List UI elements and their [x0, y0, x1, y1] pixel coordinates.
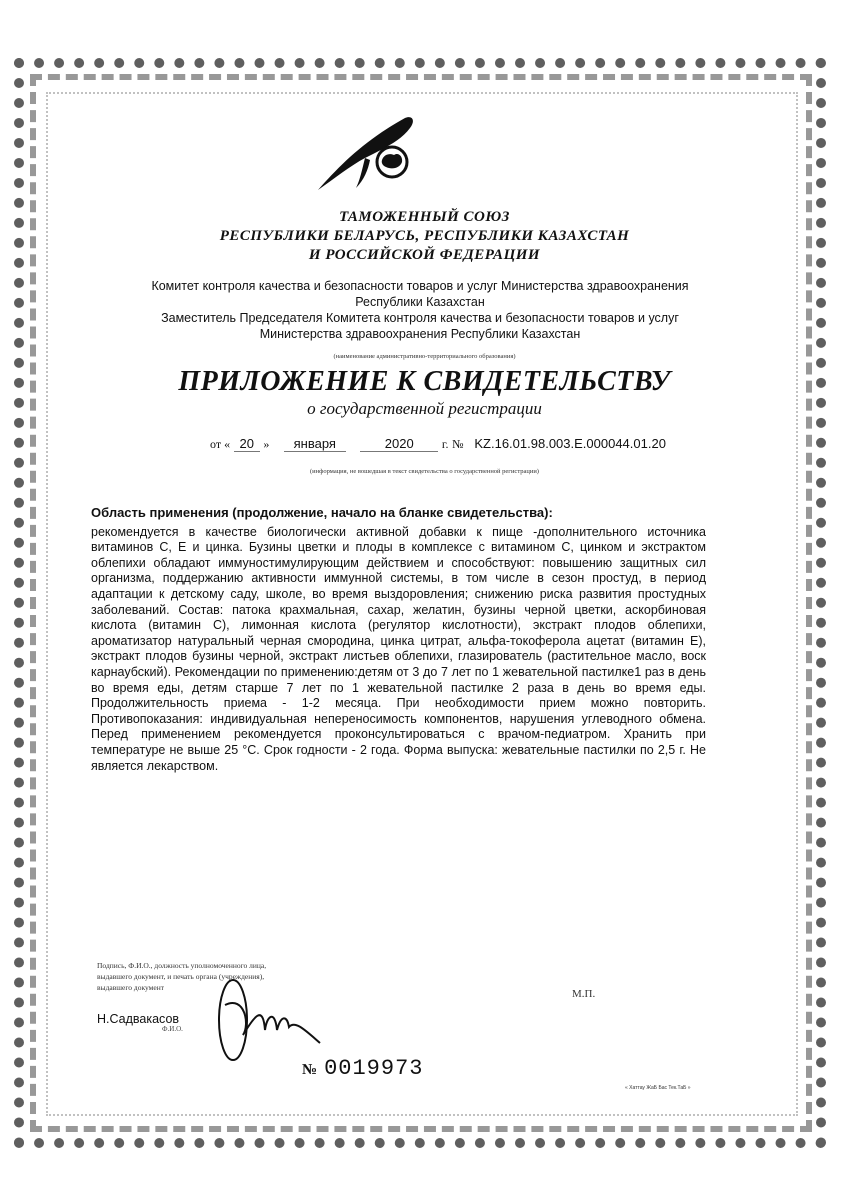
admin-caption: (наименование административно-территориального образования): [333, 353, 516, 360]
registration-month: января: [284, 436, 346, 452]
fio-label: Ф.И.О.: [162, 1025, 183, 1033]
signature-caption-line-3: выдавшего документ: [97, 983, 165, 992]
section-text: рекомендуется в качестве биологически активной добавки к пище -дополнительного источника витаминов С, Е и цинка. Бузины цветки и плоды в комплексе с витамином С, цинком и экстрактом облепихи обладают иммуностимулирующим действием и способствуют: повышению защитных сил организма, поддержанию активности иммунной системы, в том числе в сезон простуд, в период адаптации к детскому саду, школе, во время выздоровления; снижению риска развития простудных заболеваний. Состав: патока крахмальная, сахар, желатин, бузины черной цветки, аскорбиновая кислота (витамин С), лимонная кислота (регулятор кислотности), экстракт плодов облепихи, ароматизатор натуральный черная смородина, цинка цитрат, альфа-токоферола ацетат (витамин Е), экстракт плодов бузины черной, экстракт листьев облепихи, глазирователь (растительное масло, воск карнаубский). Рекомендации по применению:детям от 3 до 7 лет по 1 жевательной пастилке1 раз в день во время еды, детям старше 7 лет по 1 жевательной пастилке 2 раза в день во время еды. Продолжительность приема - 1-2 месяца. При необходимости прием можно повторить. Противопоказания: индивидуальная непереносимость компонентов, нарушения углеводного обмена. Перед применением рекомендуется проконсультироваться с врачом-педиатром. Хранить при температуре не выше 25 °С. Срок годности - 2 года. Форма выпуска: жевательные пастилки по 2,5 г. Не является лекарством.: [91, 524, 706, 773]
registration-day: 20: [234, 436, 260, 452]
document-subtitle: о государственной регистрации: [307, 399, 542, 418]
document-title: ПРИЛОЖЕНИЕ К СВИДЕТЕЛЬСТВУ: [178, 366, 671, 397]
serial-value: 0019973: [324, 1056, 424, 1081]
committee-line-1: Комитет контроля качества и безопасности товаров и услуг Министерства здравоохранения: [151, 279, 689, 293]
registration-dateline: [210, 436, 666, 452]
customs-union-emblem-icon: [310, 110, 420, 195]
signature-caption-line-1: Подпись, Ф.И.О., должность уполномоченного лица,: [97, 961, 267, 970]
committee-line-4: Министерства здравоохранения Республики Казахстан: [259, 327, 581, 341]
print-note: « Хаттау ЖаБ Бас Тек.ТаБ »: [625, 1085, 691, 1091]
registration-caption: (информация, не вошедшая в текст свидетельства о государственной регистрации): [310, 468, 539, 475]
serial-label: №: [302, 1062, 319, 1078]
handwritten-signature-icon: [205, 975, 325, 1065]
union-line-3: И РОССИЙСКОЙ ФЕДЕРАЦИИ: [308, 247, 541, 263]
signer-name: Н.Садвакасов: [97, 1012, 180, 1026]
stamp-place-label: М.П.: [572, 988, 596, 1000]
date-day-close: »: [263, 437, 270, 451]
year-suffix: г.: [441, 437, 449, 451]
union-line-2: РЕСПУБЛИКИ БЕЛАРУСЬ, РЕСПУБЛИКИ КАЗАХСТАН: [219, 228, 630, 244]
committee-line-2: Республики Казахстан: [355, 295, 485, 309]
application-scope-section: [91, 505, 706, 774]
union-line-1: ТАМОЖЕННЫЙ СОЮЗ: [339, 209, 510, 225]
registration-number: KZ.16.01.98.003.E.000044.01.20: [474, 436, 666, 451]
number-label: №: [452, 437, 464, 451]
committee-line-3: Заместитель Председателя Комитета контроля качества и безопасности товаров и услуг: [161, 311, 679, 325]
registration-year: 2020: [360, 436, 438, 452]
customs-union-heading: [0, 208, 849, 265]
committee-block: [80, 278, 760, 342]
date-prefix: от «: [210, 437, 231, 451]
signature-caption-line-2: выдавшего документ, и печать органа (учреждения),: [97, 972, 265, 981]
section-heading: Область применения (продолжение, начало на бланке свидетельства):: [91, 505, 553, 520]
serial-number: [302, 1056, 424, 1081]
